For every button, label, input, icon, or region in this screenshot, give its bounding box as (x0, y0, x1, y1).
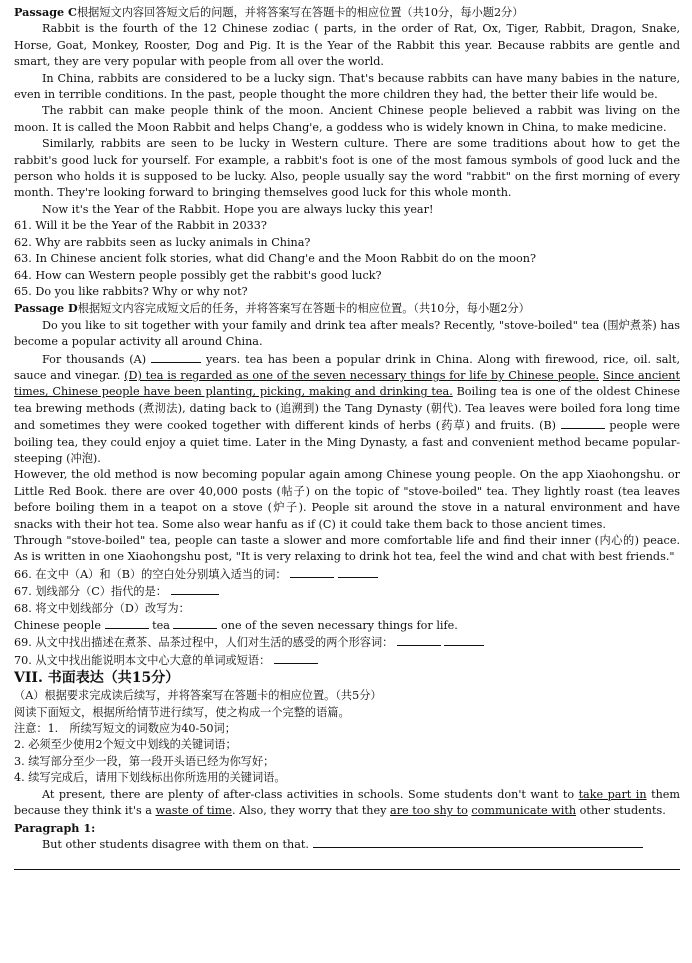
underlined-sentence: Since ancient times, Chinese people have been planting, picking, making and drinking tea. (14, 368, 680, 399)
question-64: 64. How can Western people possibly get the rabbit's good luck? (14, 268, 382, 282)
question-69 (14, 634, 680, 651)
passage-d-paragraph-4: Through "stove-boiled" tea, people can taste a slower and more comfortable life and find their inner (内心的) peace. As is written in one Xiaohongshu post, "It is very relaxing to drink hot tea, feel the wind and chat with best friends." (14, 534, 680, 564)
text-segment: Boiling tea is one of the oldest Chinese tea brewing methods (煮沏法), dating back to (追溯到) the Tang Dynasty (朝代). Tea leaves were boiled fora long time and sometimes they were cooked together with different kinds of herbs (药草) and fruits. (B) (14, 385, 680, 433)
passage-d-header (14, 300, 680, 317)
passage-d-instruction: 根据短文内容完成短文后的任务，并将答案写在答题卡的相应位置。（共10分，每小题2分） (77, 302, 530, 316)
text-segment: other students. (579, 804, 666, 818)
text-segment: people were boiling tea, they could enjoy a quiet time. Later in the Ming Dynasty, a fast and convenient method became popular-steeping (冲泡). (14, 419, 681, 465)
answer-blank-68a[interactable] (105, 617, 149, 629)
question-text: 70. 从文中找出能说明本文中心大意的单词或短语： (14, 653, 271, 667)
question-text: 69. 从文中找出描述在煮茶、品茶过程中，人们对生活的感受的两个形容词： (14, 636, 394, 650)
passage-d-heading: Passage D (14, 301, 78, 316)
passage-c-paragraph-1: Rabbit is the fourth of the 12 Chinese zodiac ( parts, in the order of Rat, Ox, Tiger, Rabbit, Dragon, Snake, Horse, Goat, Monkey, Rooster, Dog and Pig. It is the Year of the Rabbit this year. Because rabbits are gentle and smart, they are very popular with people from all over the world. (14, 22, 680, 69)
writing-line-2[interactable] (14, 855, 680, 870)
blank-a[interactable] (151, 351, 201, 363)
key-phrase: communicate with (471, 804, 577, 818)
note-3: 3. 续写部分至少一段，第一段开头语已经为你写好； (14, 754, 275, 768)
writing-instruction: （A）根据要求完成读后续写，并将答案写在答题卡的相应位置。（共5分） (14, 689, 382, 703)
text-a-label: For thousands (A) (42, 352, 147, 366)
passage-c-paragraph-5: Now it's the Year of the Rabbit. Hope you are always lucky this year! (42, 202, 434, 216)
answer-blank-66b[interactable] (338, 566, 378, 578)
question-68-line (14, 617, 680, 634)
text-segment: one of the seven necessary things for life. (221, 619, 458, 633)
passage-d-paragraph-3: However, the old method is now becoming popular again among Chinese young people. On the app Xiaohongshu. or Little Red Book. there are over 40,000 posts (帖子) on the topic of "stove-boiled" tea. They lightly roast (tea leaves before boiling them in a teapot on a stove (炉子). People sit around the stove in a natural environment and have snacks with their hot tea. Some also wear hanfu as if (C) it could take them back to those ancient times. (14, 468, 680, 531)
answer-blank-68b[interactable] (173, 617, 217, 629)
question-63: 63. In Chinese ancient folk stories, what did Chang'e and the Moon Rabbit do on the moon? (14, 252, 536, 266)
passage-c-paragraph-2: In China, rabbits are considered to be a lucky sign. That's because rabbits can have many babies in the nature, even in terrible conditions. In the past, people thought the more children they had, the better their life would be. (14, 71, 680, 102)
text-segment: them because they think it's a (14, 787, 681, 818)
text-segment: But other students disagree with them on that. (42, 837, 309, 851)
blank-b[interactable] (561, 417, 605, 429)
answer-blank-67[interactable] (171, 583, 219, 595)
key-phrase: are too shy to (390, 804, 468, 818)
underlined-d: (D) tea is regarded as one of the seven necessary things for life by Chinese people. (124, 368, 600, 382)
passage-c-instruction: 根据短文内容回答短文后的问题，并将答案写在答题卡的相应位置（共10分，每小题2分） (76, 6, 524, 19)
text-segment: years. tea has been a popular drink in China. Along with firewood, rice, oil. salt, sauce and vinegar. (14, 352, 680, 382)
passage-d-paragraph-2 (14, 351, 680, 468)
question-67 (14, 583, 680, 600)
passage-c-paragraph-3: The rabbit can make people think of the moon. Ancient Chinese people believed a rabbit was living on the moon. It is called the Moon Rabbit and helps Chang'e, a goddess who is widely known in China, to make medicine. (14, 104, 680, 134)
writing-line-1[interactable] (313, 836, 643, 848)
question-61: 61. Will it be the Year of the Rabbit in 2033? (14, 219, 267, 233)
answer-blank-69b[interactable] (444, 634, 484, 646)
question-70 (14, 652, 680, 669)
note-4: 4. 续写完成后，请用下划线标出你所选用的关键词语。 (14, 771, 286, 785)
passage-c-paragraph-4: Similarly, rabbits are seen to be lucky in Western culture. There are some traditions about how to get the rabbit's good luck for yourself. For example, a rabbit's foot is one of the most famous symbols of good luck and the person who holds it is supposed to be lucky. Also, people usually say the word "rabbit" on the first morning of every month. They're looking forward to bringing themselves good luck for this whole month. (14, 137, 680, 200)
section-title: VII. 书面表达（共15分） (14, 670, 180, 687)
note-1: 注意：1. 所续写短文的词数应为40-50词； (14, 722, 236, 736)
question-62: 62. Why are rabbits seen as lucky animals in China? (14, 235, 311, 249)
text-segment: At present, there are plenty of after-class activities in schools. Some students don't want to (42, 787, 575, 801)
passage-c-heading: Passage C (14, 5, 77, 19)
text-segment: tea (152, 619, 170, 633)
text-segment: Chinese people (14, 619, 101, 633)
writing-instruction-2: 阅读下面短文，根据所给情节进行续写，使之构成一个完整的语篇。 (14, 705, 350, 719)
key-phrase: take part in (578, 787, 647, 801)
passage-d-paragraph-1: Do you like to sit together with your family and drink tea after meals? Recently, "stove-boiled" tea (围炉煮茶) has become a popular activity all around China. (14, 318, 680, 349)
question-text: 66. 在文中（A）和（B）的空白处分别填入适当的词： (14, 567, 287, 581)
story-paragraph (14, 787, 680, 820)
paragraph-label: Paragraph 1: (14, 820, 96, 835)
passage-c-header (14, 4, 680, 21)
question-66 (14, 566, 680, 583)
paragraph-start (14, 836, 680, 853)
note-2: 2. 必须至少使用2个短文中划线的关键词语； (14, 738, 237, 752)
answer-blank-70[interactable] (274, 652, 318, 664)
answer-blank-69a[interactable] (397, 634, 441, 646)
key-phrase: waste of time (155, 804, 232, 818)
answer-blank-66a[interactable] (290, 566, 334, 578)
question-68: 68. 将文中划线部分（D）改写为： (14, 601, 190, 615)
question-65: 65. Do you like rabbits? Why or why not? (14, 284, 248, 298)
text-segment: . Also, they worry that they (231, 804, 387, 818)
question-text: 67. 划线部分（C）指代的是： (14, 585, 167, 599)
